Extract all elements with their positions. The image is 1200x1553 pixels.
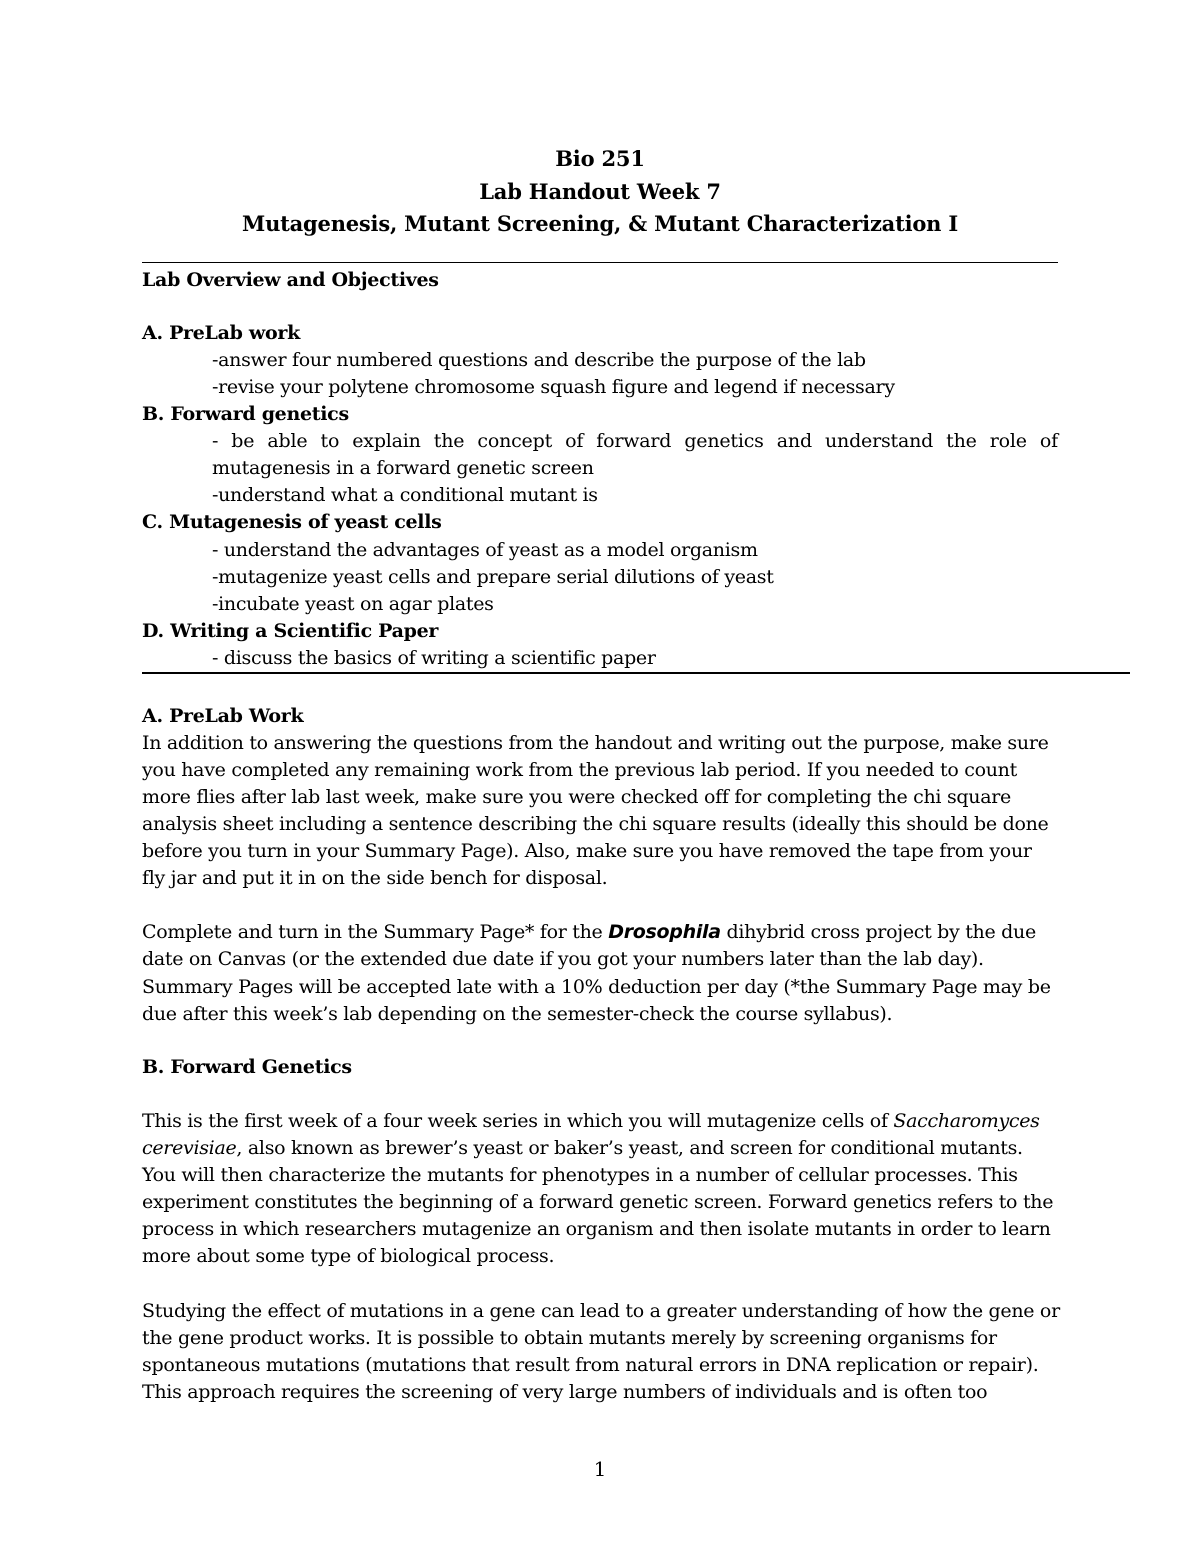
paragraph-line: you have completed any remaining work from the previous lab period. If you needed to count	[142, 759, 1017, 781]
paragraph-line: Studying the effect of mutations in a gene can lead to a greater understanding of how the gene or	[142, 1300, 1060, 1322]
overview-item: -incubate yeast on agar plates	[212, 593, 494, 615]
overview-item: - discuss the basics of writing a scientific paper	[212, 647, 656, 669]
handout-title: Lab Handout Week 7	[479, 179, 721, 204]
overview-section-b-label: B. Forward genetics	[142, 403, 349, 425]
paragraph-line: fly jar and put it in on the side bench for disposal.	[142, 867, 608, 889]
paragraph-line: analysis sheet including a sentence describing the chi square results (ideally this should be done	[142, 813, 1049, 835]
organism-name: Drosophila	[608, 921, 721, 943]
overview-item: -understand what a conditional mutant is	[212, 484, 598, 506]
paragraph-line: This approach requires the screening of very large numbers of individuals and is often too	[142, 1381, 988, 1403]
overview-section-d-label: D. Writing a Scientific Paper	[142, 620, 439, 642]
text-run: Complete and turn in the Summary Page* for the	[142, 921, 609, 943]
overview-item: - be able to explain the concept of forward genetics and understand the role of	[212, 430, 1058, 452]
header-divider	[142, 262, 1058, 263]
species-name: cerevisiae	[142, 1137, 237, 1159]
paragraph-line: In addition to answering the questions from the handout and writing out the purpose, make sure	[142, 732, 1049, 754]
paragraph-line: more about some type of biological process.	[142, 1245, 555, 1267]
overview-item: mutagenesis in a forward genetic screen	[212, 457, 594, 479]
overview-item: -mutagenize yeast cells and prepare serial dilutions of yeast	[212, 566, 774, 588]
overview-item: -revise your polytene chromosome squash figure and legend if necessary	[212, 376, 895, 398]
paragraph-line: before you turn in your Summary Page). Also, make sure you have removed the tape from your	[142, 840, 1032, 862]
paragraph-line	[142, 1137, 1023, 1159]
text-run: dihybrid cross project by the due	[720, 921, 1036, 943]
paragraph-line: the gene product works. It is possible to obtain mutants merely by screening organisms for	[142, 1327, 997, 1349]
paragraph-line: more flies after lab last week, make sure you were checked off for completing the chi square	[142, 786, 1011, 808]
paragraph-line: date on Canvas (or the extended due date if you got your numbers later than the lab day).	[142, 948, 984, 970]
overview-divider	[142, 672, 1130, 674]
overview-section-c-label: C. Mutagenesis of yeast cells	[142, 511, 442, 533]
paragraph-line: Summary Pages will be accepted late with a 10% deduction per day (*the Summary Page may be	[142, 976, 1051, 998]
paragraph-line: process in which researchers mutagenize an organism and then isolate mutants in order to learn	[142, 1218, 1051, 1240]
course-title: Bio 251	[555, 146, 645, 171]
paragraph-line: experiment constitutes the beginning of a forward genetic screen. Forward genetics refers to the	[142, 1191, 1054, 1213]
species-name: Saccharomyces	[893, 1110, 1040, 1132]
paragraph-line: due after this week’s lab depending on the semester-check the course syllabus).	[142, 1003, 893, 1025]
overview-section-a-label: A. PreLab work	[142, 322, 300, 344]
text-run: , also known as brewer’s yeast or baker’s yeast, and screen for conditional mutants.	[236, 1137, 1023, 1159]
paragraph-line: spontaneous mutations (mutations that result from natural errors in DNA replication or repair).	[142, 1354, 1039, 1376]
section-a-heading: A. PreLab Work	[142, 705, 304, 727]
paragraph-line	[142, 921, 1036, 943]
overview-item: -answer four numbered questions and describe the purpose of the lab	[212, 349, 866, 371]
overview-item: - understand the advantages of yeast as a model organism	[212, 539, 758, 561]
paragraph-line	[142, 1110, 1040, 1132]
document-title: Mutagenesis, Mutant Screening, & Mutant Characterization I	[242, 211, 958, 236]
text-run: This is the first week of a four week series in which you will mutagenize cells of	[142, 1110, 894, 1132]
overview-heading: Lab Overview and Objectives	[142, 269, 439, 291]
page-number: 1	[593, 1457, 607, 1481]
section-b-heading: B. Forward Genetics	[142, 1056, 352, 1078]
paragraph-line: You will then characterize the mutants for phenotypes in a number of cellular processes. This	[142, 1164, 1018, 1186]
